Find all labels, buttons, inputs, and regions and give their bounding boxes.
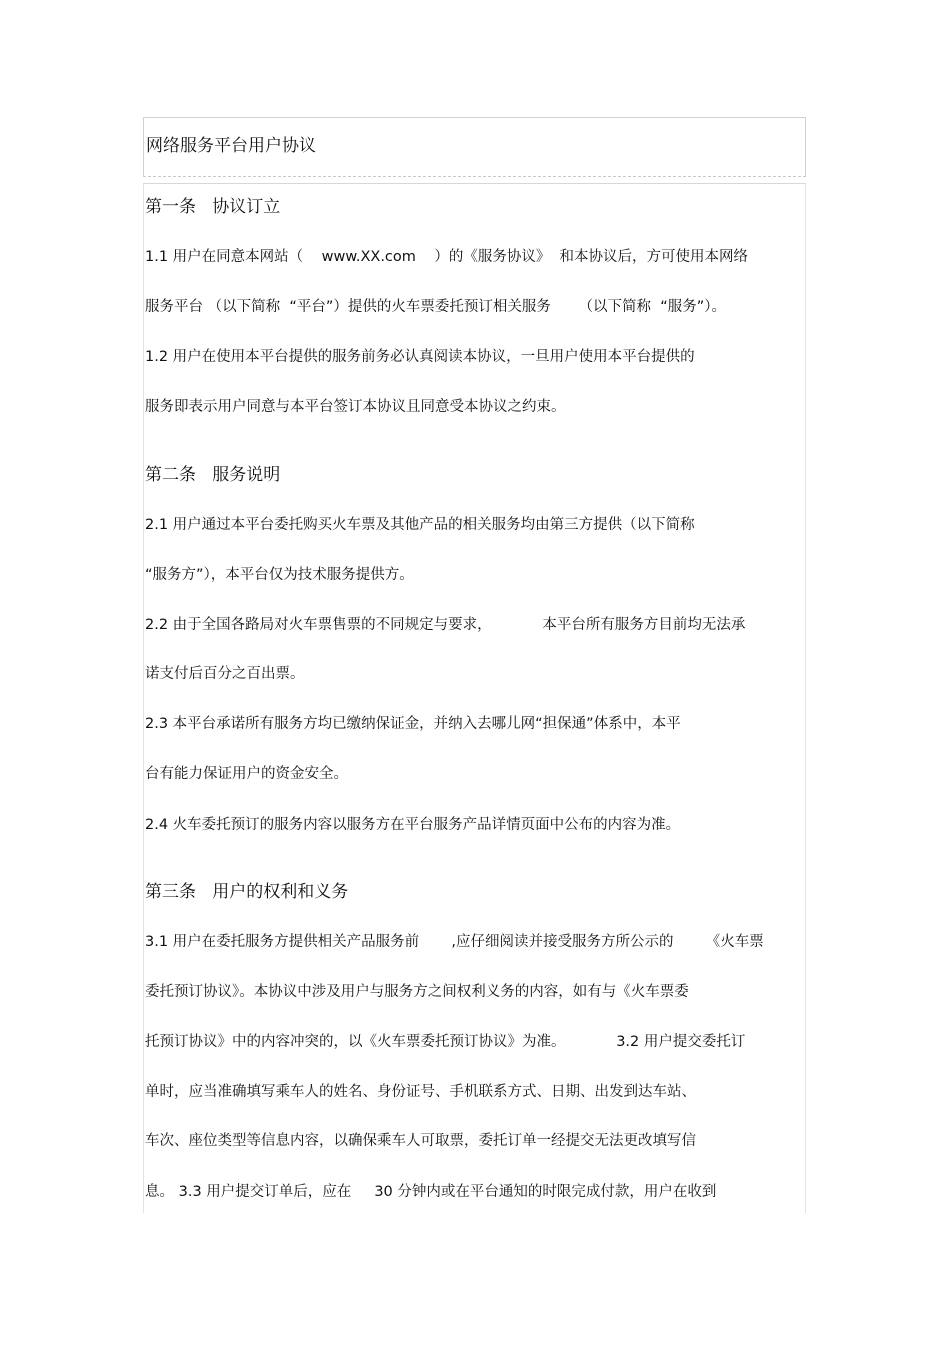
paragraph-line: “服务方”），本平台仅为技术服务提供方。 xyxy=(145,567,414,583)
section-heading: 第二条 服务说明 xyxy=(145,465,281,485)
paragraph-line: 诺支付后百分之百出票。 xyxy=(145,666,305,682)
paragraph-line: 单时，应当准确填写乘车人的姓名、身份证号、手机联系方式、日期、出发到达车站、 xyxy=(145,1084,696,1100)
paragraph-line: 2.3 本平台承诺所有服务方均已缴纳保证金，并纳入去哪儿网“担保通”体系中，本平 xyxy=(145,716,681,732)
section-heading: 第三条 用户的权利和义务 xyxy=(145,882,349,902)
paragraph-line: 委托预订协议》。本协议中涉及用户与服务方之间权利义务的内容，如有与《火车票委 xyxy=(145,984,689,1000)
paragraph-line: 1.2 用户在使用本平台提供的服务前务必认真阅读本协议，一旦用户使用本平台提供的 xyxy=(145,349,695,365)
document-title: 网络服务平台用户协议 xyxy=(146,136,316,156)
paragraph-line: 服务平台 （以下简称 “平台”）提供的火车票委托预订相关服务 （以下简称 “服务”）。 xyxy=(145,299,726,315)
paragraph-line: 1.1 用户在同意本网站（ www.XX.com ）的《服务协议》 和本协议后，方可使用本网络 xyxy=(145,249,749,265)
paragraph-line: 3.1 用户在委托服务方提供相关产品服务前 ,应仔细阅读并接受服务方所公示的 《火车票 xyxy=(145,934,764,950)
title-box xyxy=(143,117,806,177)
paragraph-line: 2.1 用户通过本平台委托购买火车票及其他产品的相关服务均由第三方提供（以下简称 xyxy=(145,517,695,533)
paragraph-line: 车次、座位类型等信息内容，以确保乘车人可取票，委托订单一经提交无法更改填写信 xyxy=(145,1133,696,1149)
paragraph-line: 托预订协议》中的内容冲突的，以《火车票委托预订协议》为准。 3.2 用户提交委托订 xyxy=(145,1034,746,1050)
paragraph-line: 服务即表示用户同意与本平台签订本协议且同意受本协议之约束。 xyxy=(145,399,566,415)
paragraph-line: 2.2 由于全国各路局对火车票售票的不同规定与要求， 本平台所有服务方目前均无法承 xyxy=(145,617,746,633)
section-heading: 第一条 协议订立 xyxy=(145,197,281,217)
paragraph-line: 息。 3.3 用户提交订单后，应在 30 分钟内或在平台通知的时限完成付款，用户在收到 xyxy=(145,1184,717,1200)
paragraph-line: 台有能力保证用户的资金安全。 xyxy=(145,766,348,782)
document-body-box xyxy=(143,183,806,1213)
paragraph-line: 2.4 火车委托预订的服务内容以服务方在平台服务产品详情页面中公布的内容为准。 xyxy=(145,817,681,833)
